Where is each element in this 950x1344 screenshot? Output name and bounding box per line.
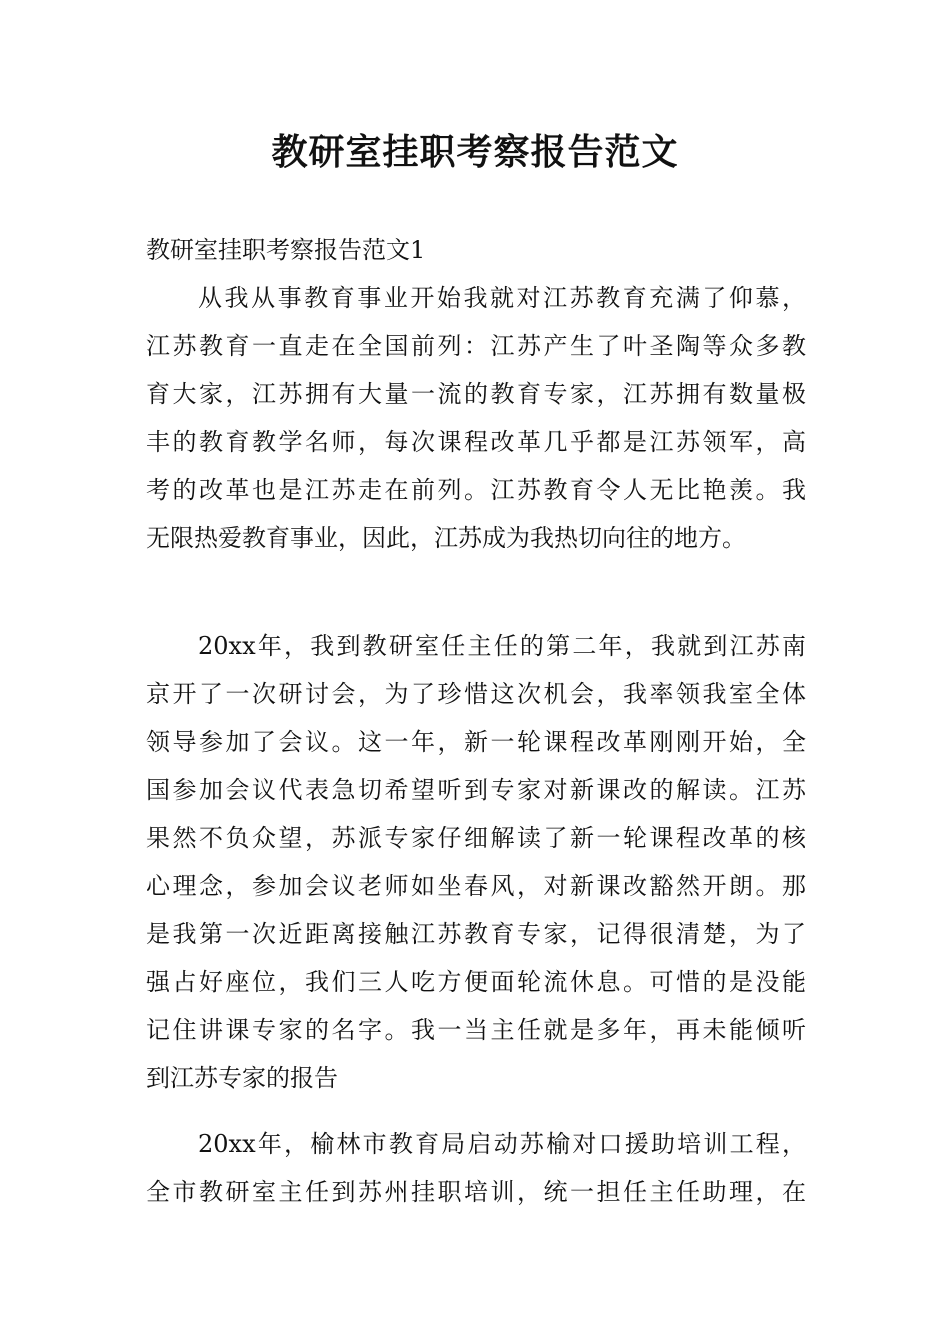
- paragraph-line: 全市教研室主任到苏州挂职培训，统一担任主任助理，在: [146, 1178, 806, 1206]
- paragraph-line: 从我从事教育事业开始我就对江苏教育充满了仰慕，: [198, 284, 806, 312]
- paragraph-line: 无限热爱教育事业，因此，江苏成为我热切向往的地方。: [146, 524, 746, 552]
- paragraph-line: 是我第一次近距离接触江苏教育专家，记得很清楚，为了: [146, 920, 806, 948]
- document-title: 教研室挂职考察报告范文: [271, 131, 679, 173]
- paragraph-line: 江苏教育一直走在全国前列：江苏产生了叶圣陶等众多教: [146, 332, 806, 360]
- paragraph-line: 考的改革也是江苏走在前列。江苏教育令人无比艳羡。我: [146, 476, 806, 504]
- paragraph-line: 强占好座位，我们三人吃方便面轮流休息。可惜的是没能: [146, 968, 806, 996]
- paragraph-line: 京开了一次研讨会，为了珍惜这次机会，我率领我室全体: [146, 680, 806, 708]
- paragraph-line: 丰的教育教学名师，每次课程改革几乎都是江苏领军，高: [146, 428, 806, 456]
- section-heading: 教研室挂职考察报告范文1: [146, 236, 426, 264]
- paragraph-2: [146, 622, 806, 1102]
- paragraph-line: 20xx年，我到教研室任主任的第二年，我就到江苏南: [198, 632, 806, 660]
- paragraph-3: [146, 1120, 806, 1216]
- paragraph-line: 果然不负众望，苏派专家仔细解读了新一轮课程改革的核: [146, 824, 806, 852]
- paragraph-line: 育大家，江苏拥有大量一流的教育专家，江苏拥有数量极: [146, 380, 806, 408]
- paragraph-line: 到江苏专家的报告: [146, 1064, 338, 1092]
- paragraph-line: 心理念，参加会议老师如坐春风，对新课改豁然开朗。那: [146, 872, 806, 900]
- paragraph-line: 领导参加了会议。这一年，新一轮课程改革刚刚开始，全: [146, 728, 806, 756]
- paragraph-line: 国参加会议代表急切希望听到专家对新课改的解读。江苏: [146, 776, 806, 804]
- paragraph-1: [146, 274, 806, 562]
- paragraph-line: 记住讲课专家的名字。我一当主任就是多年，再未能倾听: [146, 1016, 806, 1044]
- paragraph-line: 20xx年，榆林市教育局启动苏榆对口援助培训工程，: [198, 1130, 806, 1158]
